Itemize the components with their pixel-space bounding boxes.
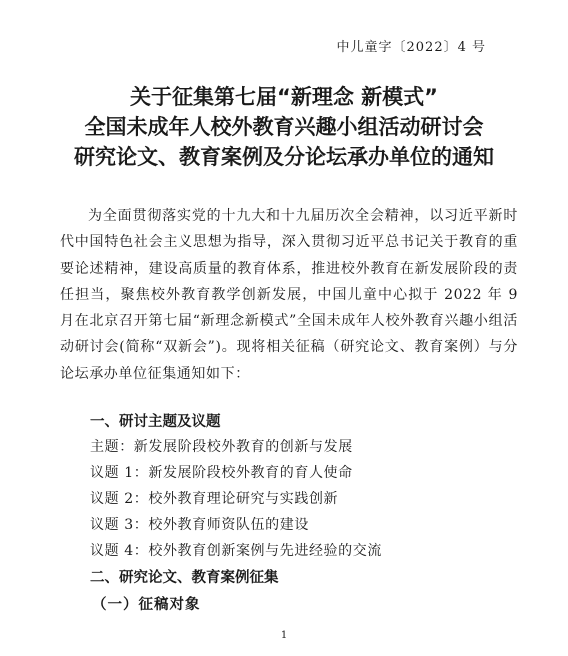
document-body [60, 203, 518, 387]
section-2-heading: 二、研究论文、教育案例征集 [90, 570, 279, 586]
topic-item: 主题：新发展阶段校外教育的创新与发展 [90, 439, 353, 455]
title-line-2: 全国未成年人校外教育兴趣小组活动研讨会 [84, 115, 484, 139]
topic-item: 议题 4：校外教育创新案例与先进经验的交流 [90, 543, 382, 559]
title-line-1: 关于征集第七届“新理念 新模式” [130, 85, 438, 109]
section-1-heading: 一、研讨主题及议题 [90, 414, 221, 430]
document-title [0, 82, 568, 172]
page-number: 1 [280, 630, 288, 641]
topic-item: 议题 3：校外教育师资队伍的建设 [90, 517, 309, 533]
title-line-3: 研究论文、教育案例及分论坛承办单位的通知 [74, 145, 494, 169]
topic-item: 议题 2：校外教育理论研究与实践创新 [90, 491, 339, 507]
topic-item: 议题 1：新发展阶段校外教育的育人使命 [90, 465, 353, 481]
section-2-subheading: （一）征稿对象 [92, 596, 201, 613]
intro-paragraph: 为全面贯彻落实党的十九大和十九届历次全会精神，以习近平新时代中国特色社会主义思想为指导，深入贯彻习近平总书记关于教育的重要论述精神，建设高质量的教育体系，推进校外教育在新发展阶段的责任担当，聚焦校外教育教学创新发展，中国儿童中心拟于 2022 年 9 月在北京召开第七届“新理念新模式”全国未成年人校外教育兴趣小组活动研讨会(简称“双新会”)。现将相关征稿（研究论文、教育案例）与分论坛承办单位征集通知如下： [60, 208, 518, 382]
document-number: 中儿童字〔2022〕4 号 [336, 40, 486, 55]
